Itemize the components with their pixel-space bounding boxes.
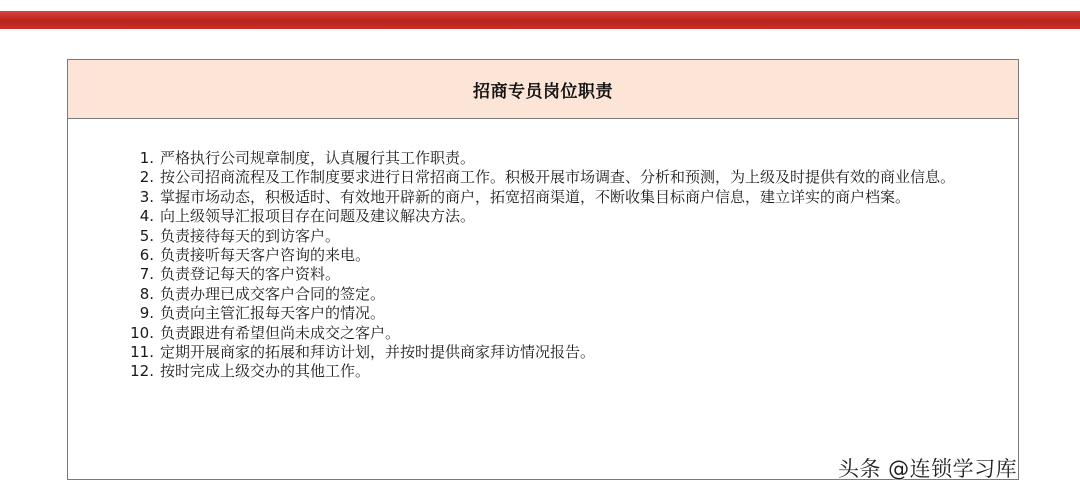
duty-text: 按公司招商流程及工作制度要求进行日常招商工作。积极开展市场调查、分析和预测，为上级及时提供有效的商业信息。 — [160, 168, 956, 187]
duty-number: 12. — [130, 362, 154, 381]
duty-item — [124, 246, 994, 265]
duty-item — [124, 149, 994, 168]
duty-text: 负责接待每天的到访客户。 — [160, 226, 341, 245]
duty-text: 负责接听每天客户咨询的来电。 — [160, 246, 371, 265]
top-red-bar — [0, 11, 1080, 29]
duty-item — [124, 343, 994, 362]
duty-card — [67, 59, 1019, 480]
duty-number: 10. — [130, 323, 154, 342]
duty-text: 按时完成上级交办的其他工作。 — [160, 362, 371, 381]
watermark: 头条 @连锁学习库 — [838, 457, 1018, 481]
duty-number: 5. — [139, 226, 154, 245]
duty-text: 负责向主管汇报每天客户的情况。 — [160, 304, 386, 323]
card-header — [68, 60, 1018, 119]
duty-number: 6. — [139, 246, 154, 265]
duty-number: 1. — [139, 149, 154, 167]
duty-text: 定期开展商家的拓展和拜访计划，并按时提供商家拜访情况报告。 — [160, 343, 596, 362]
duty-item — [124, 188, 994, 207]
duty-number: 11. — [130, 343, 154, 362]
duty-text: 掌握市场动态，积极适时、有效地开辟新的商户，拓宽招商渠道，不断收集目标商户信息，建立详实的商户档案。 — [160, 187, 911, 206]
duty-item — [124, 362, 994, 381]
duty-item — [124, 265, 994, 284]
duty-text: 向上级领导汇报项目存在问题及建议解决方法。 — [160, 207, 476, 226]
card-title: 招商专员岗位职责 — [473, 81, 613, 102]
duty-item — [124, 207, 994, 226]
duty-number: 4. — [139, 207, 154, 226]
duty-text: 负责登记每天的客户资料。 — [160, 265, 341, 284]
duty-item — [124, 285, 994, 304]
duty-number: 3. — [139, 187, 154, 206]
duty-item — [124, 227, 994, 246]
duty-text: 负责办理已成交客户合同的签定。 — [160, 284, 386, 303]
duty-number: 9. — [139, 304, 154, 323]
duty-item — [124, 168, 994, 187]
duty-number: 2. — [139, 168, 154, 187]
duty-number: 7. — [139, 265, 154, 284]
duty-item — [124, 304, 994, 323]
duty-item — [124, 324, 994, 343]
duty-text: 负责跟进有希望但尚未成交之客户。 — [160, 323, 401, 342]
duty-text: 严格执行公司规章制度，认真履行其工作职责。 — [160, 149, 476, 167]
duty-list — [124, 149, 994, 382]
duty-number: 8. — [139, 284, 154, 303]
